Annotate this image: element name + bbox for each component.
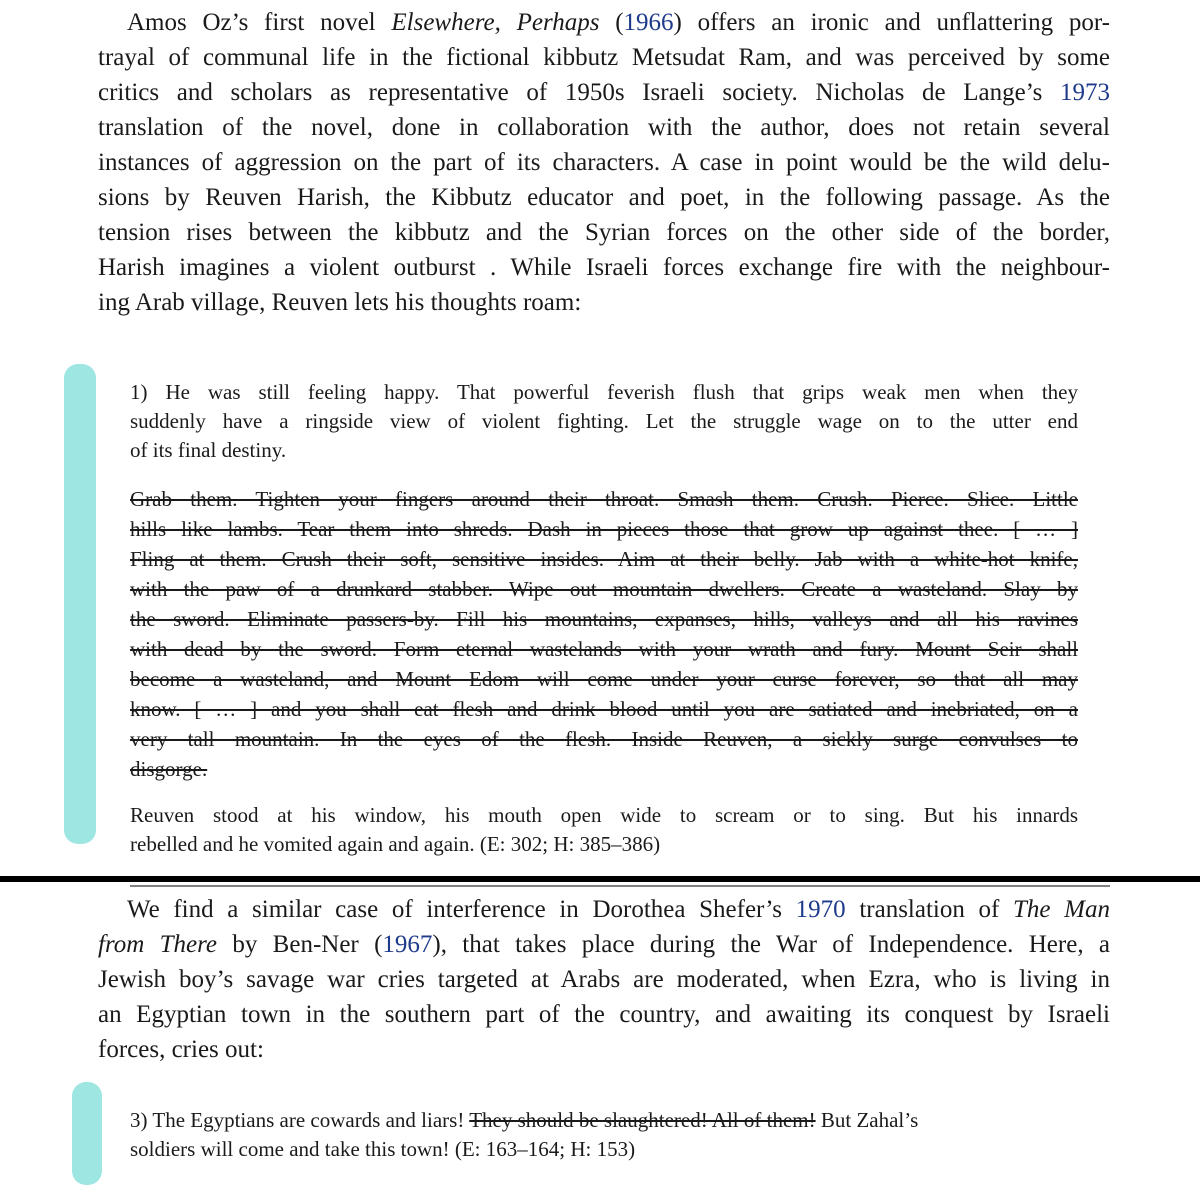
text-line: We find a similar case of interference in Dorothea Shefer’s 1970 translation of The Man bbox=[127, 896, 1111, 923]
text-line: from There by Ben-Ner (1967), that takes place during the War of Independence. Here, a bbox=[98, 931, 1110, 958]
cropped-text-remnant bbox=[130, 885, 1110, 887]
text-line: ing Arab village, Reuven lets his thoughts roam: bbox=[98, 289, 582, 316]
text-line: trayal of communal life in the fictional kibbutz Metsudat Ram, and was perceived by some bbox=[98, 44, 1110, 71]
screenshot-divider bbox=[0, 876, 1200, 882]
citation-link[interactable]: 1973 bbox=[1060, 79, 1110, 106]
quote-line: soldiers will come and take this town! (E: 163–164; H: 153) bbox=[130, 1137, 636, 1161]
struck-quote-line: with the paw of a drunkard stabber. Wipe out mountain dwellers. Create a wasteland. Slay by bbox=[130, 577, 1078, 601]
quote-line: suddenly have a ringside view of violent fighting. Let the struggle wage on to the utter end bbox=[130, 409, 1078, 433]
text-line: critics and scholars as representative of 1950s Israeli society. Nicholas de Lange’s 1973 bbox=[98, 79, 1110, 106]
citation-link[interactable]: 1967 bbox=[382, 931, 433, 958]
struck-quote-line: Fling at them. Crush their soft, sensitive insides. Aim at their belly. Jab with a white-hot knife, bbox=[130, 547, 1078, 571]
highlight-bar bbox=[64, 364, 96, 844]
quote-line: of its final destiny. bbox=[130, 438, 287, 462]
highlight-bar bbox=[72, 1082, 102, 1185]
quote-line: rebelled and he vomited again and again. (E: 302; H: 385–386) bbox=[130, 832, 661, 856]
citation-link[interactable]: 1970 bbox=[795, 896, 846, 923]
struck-quote-line: very tall mountain. In the eyes of the flesh. Inside Reuven, a sickly surge convulses to bbox=[130, 727, 1078, 751]
struck-quote-line: hills like lambs. Tear them into shreds. Dash in pieces those that grow up against thee. [ … ] bbox=[130, 517, 1078, 541]
text-line: translation of the novel, done in collaboration with the author, does not retain several bbox=[98, 114, 1110, 141]
text-line: sions by Reuven Harish, the Kibbutz educator and poet, in the following passage. As the bbox=[98, 184, 1110, 211]
text-line: Jewish boy’s savage war cries targeted at Arabs are moderated, when Ezra, who is living in bbox=[98, 966, 1110, 993]
text-line: an Egyptian town in the southern part of the country, and awaiting its conquest by Israeli bbox=[98, 1001, 1110, 1028]
text-line: instances of aggression on the part of its characters. A case in point would be the wild delu- bbox=[98, 149, 1110, 176]
quote-line: 1) He was still feeling happy. That powerful feverish flush that grips weak men when they bbox=[130, 380, 1078, 404]
struck-quote-line: the sword. Eliminate passers-by. Fill his mountains, expanses, hills, valleys and all his ravines bbox=[130, 607, 1078, 631]
struck-quote-line: with dead by the sword. Form eternal wastelands with your wrath and fury. Mount Seir shall bbox=[130, 637, 1078, 661]
text-line: Harish imagines a violent outburst . While Israeli forces exchange fire with the neighbour- bbox=[98, 254, 1110, 281]
struck-quote-line: know. [ … ] and you shall eat flesh and drink blood until you are satiated and inebriated, on a bbox=[130, 697, 1078, 721]
text-line: tension rises between the kibbutz and the Syrian forces on the other side of the border, bbox=[98, 219, 1110, 246]
struck-quote-line: Grab them. Tighten your fingers around their throat. Smash them. Crush. Pierce. Slice. Little bbox=[130, 487, 1078, 511]
struck-quote-line: become a wasteland, and Mount Edom will come under your curse forever, so that all may bbox=[130, 667, 1078, 691]
quote-line: Reuven stood at his window, his mouth open wide to scream or to sing. But his innards bbox=[130, 803, 1078, 827]
citation-link[interactable]: 1966 bbox=[623, 9, 674, 36]
struck-quote-fragment: They should be slaughtered! All of them! bbox=[469, 1108, 816, 1132]
text-line: Amos Oz’s first novel Elsewhere, Perhaps (1966) offers an ironic and unflattering por- bbox=[127, 9, 1110, 36]
text-line: forces, cries out: bbox=[98, 1036, 264, 1063]
quote-line: 3) The Egyptians are cowards and liars! They should be slaughtered! All of them! But Zahal’s bbox=[130, 1108, 919, 1132]
struck-quote-line: disgorge. bbox=[130, 757, 208, 781]
